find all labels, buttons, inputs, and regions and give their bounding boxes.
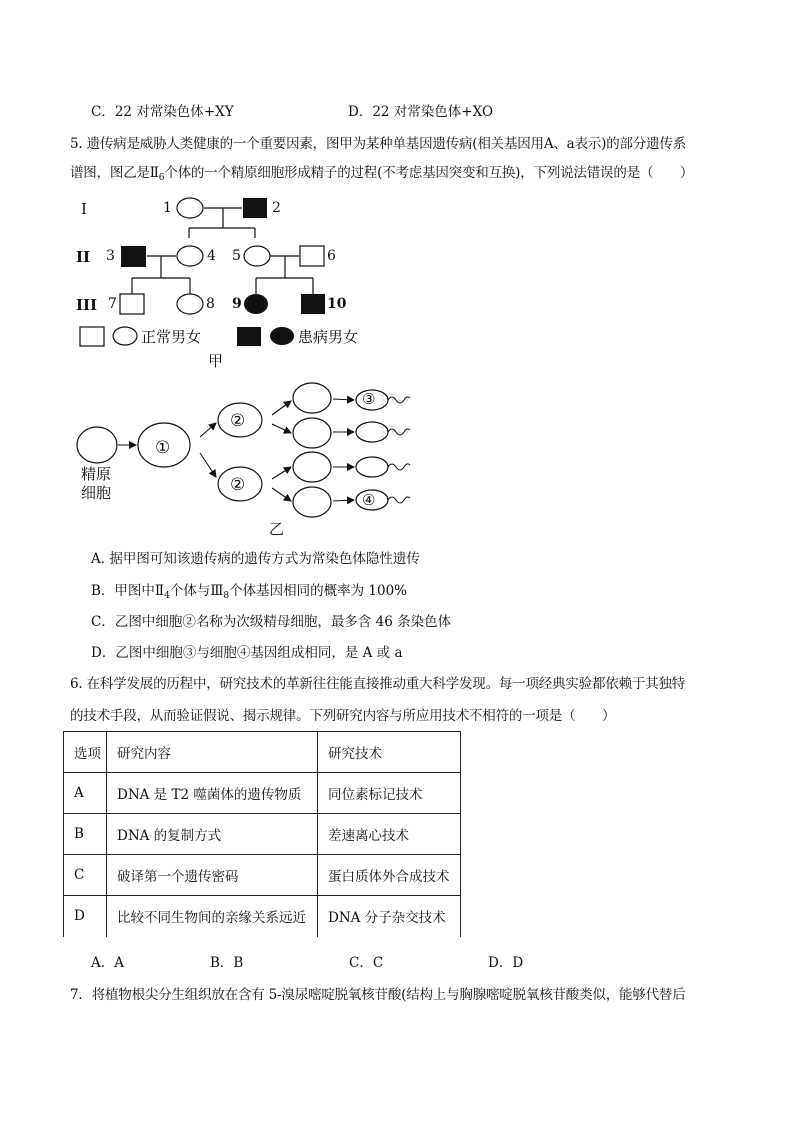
gen-label-II: II <box>76 248 91 266</box>
table-header-row <box>64 732 461 773</box>
label-5: 5 <box>232 248 241 264</box>
table-row <box>64 814 461 855</box>
pedigree-individual-8 <box>177 294 203 314</box>
table-cell: D <box>64 896 107 937</box>
cell-label-2-bottom: ② <box>230 475 246 495</box>
pedigree-individual-5 <box>244 246 270 266</box>
legend-affected-label: 患病男女 <box>298 328 359 346</box>
legend-normal-label: 正常男女 <box>141 328 202 346</box>
table-cell: DNA 的复制方式 <box>107 814 318 855</box>
sperm-head-2 <box>356 422 388 442</box>
figure-caption-jia: 甲 <box>208 352 224 370</box>
pedigree-individual-1 <box>177 198 203 218</box>
table-cell: 同位素标记技术 <box>318 773 461 814</box>
q4-option-d: D．22 对常染色体+XO <box>348 104 494 120</box>
table-row <box>64 773 461 814</box>
q5-option-a: A. 据甲图可知该遗传病的遗传方式为常染色体隐性遗传 <box>91 551 420 567</box>
table-cell: 比较不同生物间的亲缘关系远近 <box>107 896 318 937</box>
legend-normal-female <box>113 327 137 345</box>
table-cell: C <box>64 855 107 896</box>
q5-stem-line2: 谱图，图乙是$Ⅱ_6$个体的一个精原细胞形成精子的过程(不考虑基因突变和互换)，下列说法错误的是（ ） <box>70 165 694 183</box>
gen-label-III: III <box>76 296 98 314</box>
legend-affected-male <box>237 327 261 346</box>
spermatogonium-cell <box>77 427 117 463</box>
spermatid-1 <box>293 383 331 413</box>
label-3: 3 <box>106 248 115 264</box>
legend-normal-male <box>80 327 104 346</box>
q6-table <box>63 731 461 937</box>
q6-stem-line2: 的技术手段，从而验证假说、揭示规律。下列研究内容与所应用技术不相符的一项是（ ） <box>70 708 616 724</box>
spermatid-2 <box>293 418 331 448</box>
table-header-cell: 研究内容 <box>107 732 318 773</box>
label-9: 9 <box>232 296 242 312</box>
cell-label-3: ③ <box>362 390 376 408</box>
legend-affected-female <box>270 327 294 345</box>
table-header-cell: 选项 <box>64 732 107 773</box>
q4-option-c: C．22 对常染色体+XY <box>91 104 234 120</box>
label-8: 8 <box>206 296 215 312</box>
table-row <box>64 855 461 896</box>
table-cell: DNA 是 T2 噬菌体的遗传物质 <box>107 773 318 814</box>
figure-caption-yi: 乙 <box>269 520 285 538</box>
spermatid-3 <box>293 452 331 482</box>
q6-answer-a: A．A <box>91 955 124 971</box>
table-cell: A <box>64 773 107 814</box>
cell-label-4: ④ <box>362 491 376 509</box>
gen-label-I: I <box>81 200 87 218</box>
label-1: 1 <box>163 200 172 216</box>
label-6: 6 <box>327 248 336 264</box>
pedigree-individual-6 <box>300 246 324 266</box>
table-cell: 蛋白质体外合成技术 <box>318 855 461 896</box>
q7-stem-line1: 7．将植物根尖分生组织放在含有 5-溴尿嘧啶脱氧核苷酸(结构上与胸腺嘧啶脱氧核苷酸类似，能够代替后 <box>70 987 686 1003</box>
q5-stem-line1: 5. 遗传病是威胁人类健康的一个重要因素，图甲为某种单基因遗传病(相关基因用A、a表示)的部分遗传系 <box>70 136 687 152</box>
cell-label-1: ① <box>155 438 171 458</box>
spermatogonium-label-line2: 细胞 <box>81 484 112 502</box>
q6-stem-line1: 6. 在科学发展的历程中，研究技术的革新往往能直接推动重大科学发现。每一项经典实验都依赖于其独特 <box>70 676 686 692</box>
pedigree-individual-7 <box>120 294 144 314</box>
table-cell: DNA 分子杂交技术 <box>318 896 461 937</box>
label-4: 4 <box>207 248 216 264</box>
pedigree-individual-3 <box>121 246 146 267</box>
label-2: 2 <box>272 200 281 216</box>
q6-answer-b: B．B <box>210 955 244 971</box>
sperm-head-3 <box>356 457 388 477</box>
q5-option-b: B．甲图中$Ⅱ_4$个体与$Ⅲ_8$个体基因相同的概率为 100% <box>91 583 407 601</box>
q6-answer-c: C．C <box>349 955 384 971</box>
pedigree-individual-9 <box>244 294 268 314</box>
spermatogonium-label-line1: 精原 <box>81 465 112 483</box>
pedigree-individual-2 <box>243 198 267 218</box>
q5-option-d: D．乙图中细胞③与细胞④基因组成相同，是 A 或 a <box>91 645 403 661</box>
pedigree-individual-4 <box>177 246 203 266</box>
q5-option-c: C．乙图中细胞②名称为次级精母细胞，最多含 46 条染色体 <box>91 614 452 630</box>
table-cell: B <box>64 814 107 855</box>
spermatid-4 <box>293 487 331 517</box>
label-7: 7 <box>108 296 117 312</box>
cell-label-2-top: ② <box>230 411 246 431</box>
table-header-cell: 研究技术 <box>318 732 461 773</box>
label-10: 10 <box>327 296 347 312</box>
q6-answer-d: D．D <box>488 955 524 971</box>
pedigree-individual-10 <box>301 294 325 314</box>
table-row <box>64 896 461 937</box>
table-cell: 破译第一个遗传密码 <box>107 855 318 896</box>
table-cell: 差速离心技术 <box>318 814 461 855</box>
